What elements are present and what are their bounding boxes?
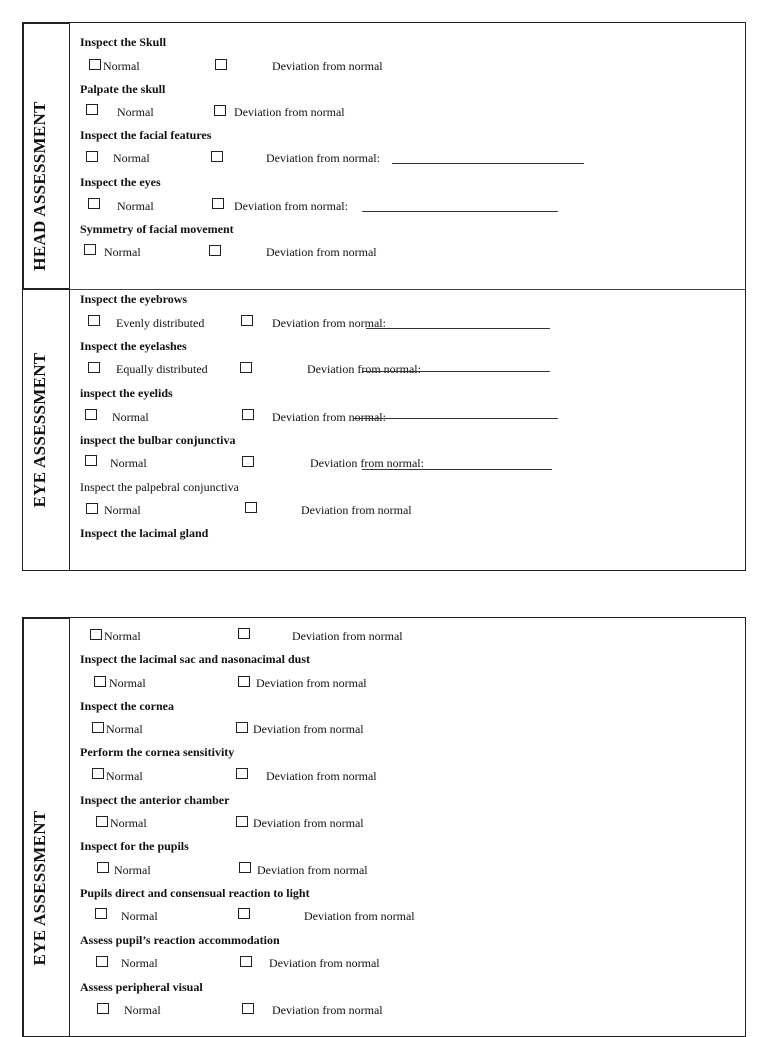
deviation-checkbox[interactable] (240, 362, 252, 373)
normal-label: Normal (109, 676, 146, 690)
normal-label: Normal (113, 151, 150, 165)
deviation-label: Deviation from normal (253, 816, 364, 830)
deviation-checkbox[interactable] (239, 862, 251, 873)
normal-label: Evenly distributed (116, 316, 205, 330)
normal-label: Normal (104, 629, 141, 643)
normal-label: Normal (106, 722, 143, 736)
normal-label: Equally distributed (116, 362, 208, 376)
deviation-label: Deviation from normal (272, 1003, 383, 1017)
normal-label: Normal (103, 59, 140, 73)
normal-label: Normal (104, 245, 141, 259)
item-title-pupils: Inspect for the pupils (80, 839, 189, 853)
item-title-eyebrows: Inspect the eyebrows (80, 292, 188, 306)
deviation-write-line[interactable] (392, 163, 584, 164)
deviation-label: Deviation from normal (292, 629, 403, 643)
normal-checkbox[interactable] (94, 676, 106, 687)
deviation-write-line[interactable] (354, 418, 558, 419)
item-title-facial-symmetry: Symmetry of facial movement (80, 222, 234, 236)
deviation-checkbox[interactable] (242, 1003, 254, 1014)
normal-label: Normal (124, 1003, 161, 1017)
normal-checkbox[interactable] (86, 104, 98, 115)
normal-label: Normal (110, 816, 147, 830)
deviation-checkbox[interactable] (238, 628, 250, 639)
normal-label: Normal (121, 909, 158, 923)
section-label-eye: EYE ASSESSMENT (30, 810, 49, 966)
deviation-checkbox[interactable] (236, 816, 248, 827)
item-title-lacimal-gland: Inspect the lacimal gland (80, 526, 209, 540)
normal-checkbox[interactable] (86, 503, 98, 514)
deviation-label: Deviation from normal (253, 722, 364, 736)
deviation-checkbox[interactable] (238, 676, 250, 687)
normal-checkbox[interactable] (90, 629, 102, 640)
normal-checkbox[interactable] (89, 59, 101, 70)
normal-label: Normal (110, 456, 147, 470)
deviation-checkbox[interactable] (240, 956, 252, 967)
deviation-label: Deviation from normal (234, 105, 345, 119)
deviation-label: Deviation from normal: (272, 316, 386, 330)
deviation-checkbox[interactable] (209, 245, 221, 256)
item-title-eyelids: inspect the eyelids (80, 386, 173, 400)
deviation-label: Deviation from normal (269, 956, 380, 970)
deviation-write-line[interactable] (362, 469, 552, 470)
normal-checkbox[interactable] (97, 862, 109, 873)
normal-label: Normal (112, 410, 149, 424)
normal-checkbox[interactable] (92, 768, 104, 779)
item-title-bulbar-conjunctiva: inspect the bulbar conjunctiva (80, 433, 236, 447)
item-title-pupil-accommodation: Assess pupil’s reaction accommodation (80, 933, 280, 947)
deviation-label: Deviation from normal (266, 769, 377, 783)
deviation-label: Deviation from normal (257, 863, 368, 877)
normal-checkbox[interactable] (84, 244, 96, 255)
section-divider (70, 289, 746, 290)
item-title-eyes: Inspect the eyes (80, 175, 161, 189)
normal-checkbox[interactable] (86, 151, 98, 162)
deviation-label: Deviation from normal (272, 59, 383, 73)
deviation-write-line[interactable] (362, 371, 550, 372)
deviation-checkbox[interactable] (211, 151, 223, 162)
normal-label: Normal (117, 105, 154, 119)
item-title-peripheral-visual: Assess peripheral visual (80, 980, 203, 994)
item-title-eyelashes: Inspect the eyelashes (80, 339, 187, 353)
deviation-label: Deviation from normal (301, 503, 412, 517)
deviation-checkbox[interactable] (242, 456, 254, 467)
item-title-lacimal-sac: Inspect the lacimal sac and nasonacimal dust (80, 652, 311, 666)
normal-label: Normal (104, 503, 141, 517)
deviation-label: Deviation from normal (304, 909, 415, 923)
deviation-label: Deviation from normal: (307, 362, 421, 376)
deviation-checkbox[interactable] (236, 722, 248, 733)
deviation-write-line[interactable] (362, 211, 558, 212)
normal-checkbox[interactable] (97, 1003, 109, 1014)
normal-checkbox[interactable] (88, 198, 100, 209)
deviation-write-line[interactable] (366, 328, 550, 329)
normal-checkbox[interactable] (95, 908, 107, 919)
item-title-palpebral-conjunctiva: Inspect the palpebral conjunctiva (80, 480, 239, 494)
normal-checkbox[interactable] (92, 722, 104, 733)
normal-checkbox[interactable] (85, 409, 97, 420)
normal-label: Normal (114, 863, 151, 877)
deviation-checkbox[interactable] (215, 59, 227, 70)
normal-checkbox[interactable] (96, 816, 108, 827)
item-title-anterior-chamber: Inspect the anterior chamber (80, 793, 230, 807)
deviation-label: Deviation from normal: (234, 199, 348, 213)
deviation-checkbox[interactable] (245, 502, 257, 513)
deviation-checkbox[interactable] (212, 198, 224, 209)
deviation-checkbox[interactable] (238, 908, 250, 919)
item-title-palpate-skull: Palpate the skull (80, 82, 166, 96)
deviation-label: Deviation from normal: (272, 410, 386, 424)
item-title-cornea-sensitivity: Perform the cornea sensitivity (80, 745, 235, 759)
normal-label: Normal (106, 769, 143, 783)
normal-label: Normal (117, 199, 154, 213)
normal-checkbox[interactable] (85, 455, 97, 466)
normal-label: Normal (121, 956, 158, 970)
deviation-checkbox[interactable] (236, 768, 248, 779)
normal-checkbox[interactable] (88, 315, 100, 326)
deviation-checkbox[interactable] (214, 105, 226, 116)
deviation-label: Deviation from normal (256, 676, 367, 690)
normal-checkbox[interactable] (96, 956, 108, 967)
normal-checkbox[interactable] (88, 362, 100, 373)
section-label-eye: EYE ASSESSMENT (30, 352, 49, 508)
item-title-pupil-light-reaction: Pupils direct and consensual reaction to light (80, 886, 310, 900)
deviation-checkbox[interactable] (242, 409, 254, 420)
deviation-label: Deviation from normal (266, 245, 377, 259)
item-title-facial-features: Inspect the facial features (80, 128, 212, 142)
deviation-checkbox[interactable] (241, 315, 253, 326)
deviation-label: Deviation from normal: (310, 456, 424, 470)
item-title-skull: Inspect the Skull (80, 35, 167, 49)
section-label-head: HEAD ASSESSMENT (30, 101, 49, 271)
item-title-cornea: Inspect the cornea (80, 699, 174, 713)
deviation-label: Deviation from normal: (266, 151, 380, 165)
